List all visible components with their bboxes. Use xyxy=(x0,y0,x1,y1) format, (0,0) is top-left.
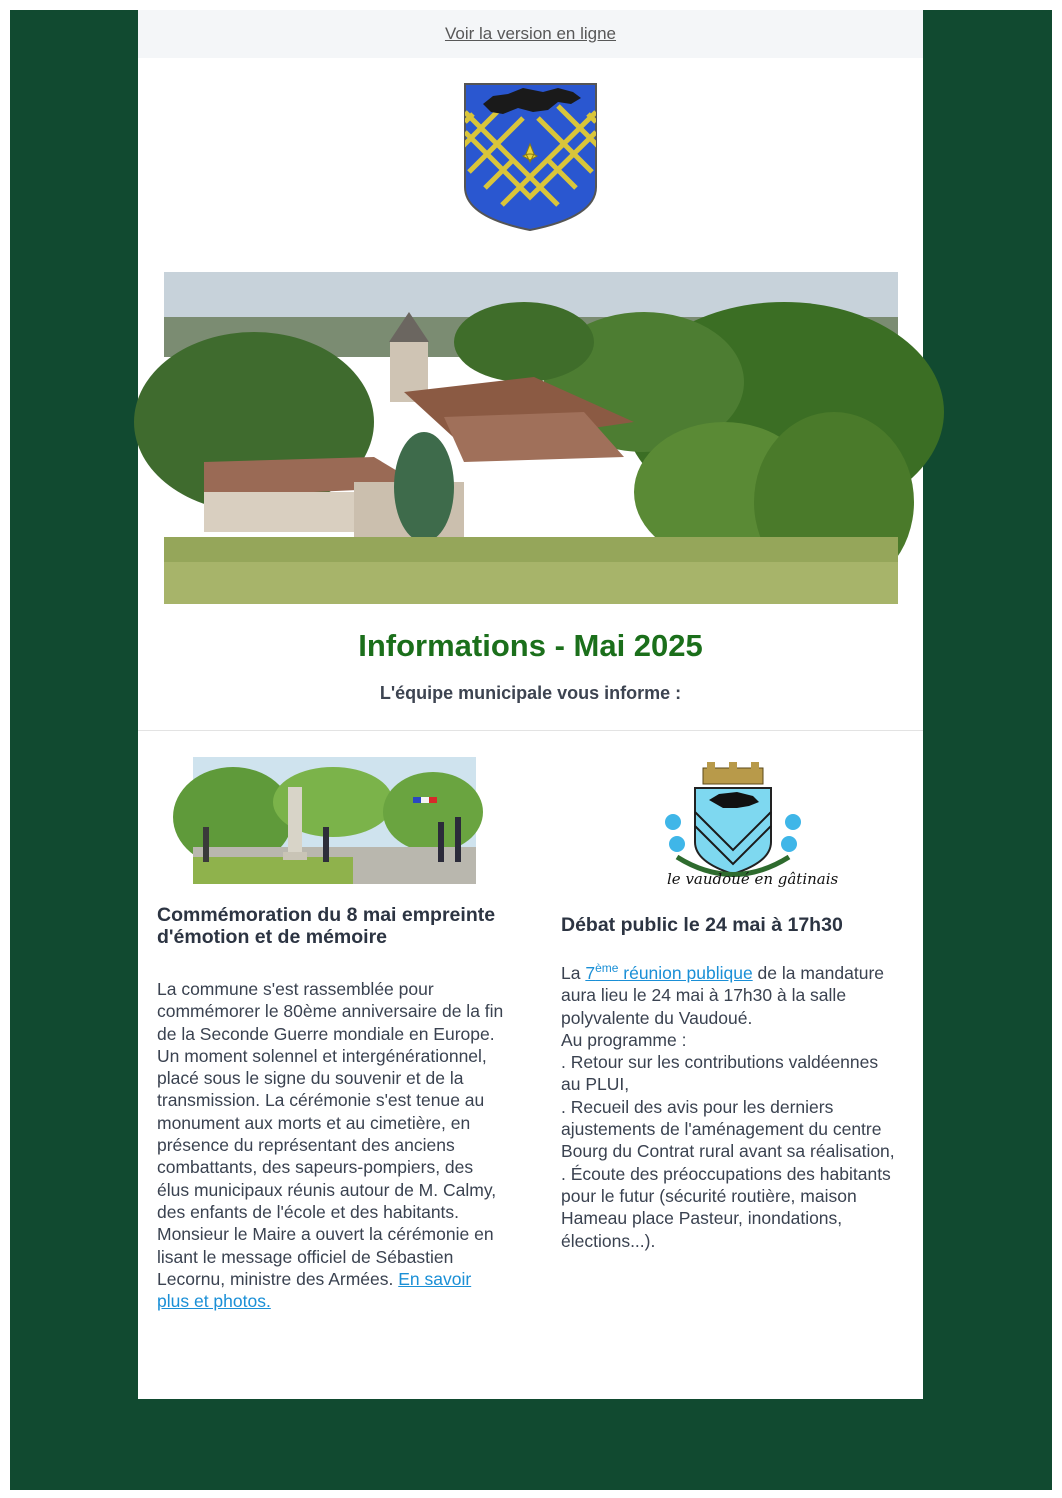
vaudoue-emblem-icon xyxy=(657,762,839,898)
public-meeting-link[interactable]: 7ème réunion publique xyxy=(585,961,753,983)
intro-prefix: La xyxy=(561,963,586,983)
program-item: . Recueil des avis pour les derniers ajustements de l'aménagement du centre Bourg du Contrat rural avant sa réalisation, xyxy=(561,1096,895,1162)
article-title: Commémoration du 8 mai empreinte d'émotion et de mémoire xyxy=(157,904,496,948)
view-online-link[interactable]: Voir la version en ligne xyxy=(444,24,617,43)
article-body xyxy=(157,978,507,1312)
article-text: La commune s'est rassemblée pour commémorer le 80ème anniversaire de la fin de la Seconde Guerre mondiale en Europe. Un moment solennel et intergénérationnel, placé sous le signe du souvenir et de la transmission. La cérémonie s'est tenue au monument aux morts et au cimetière, en présence du représentant des anciens combattants, des sapeurs-pompiers, des élus municipaux réunis autour de M. Calmy, des enfants de l'école et des habitants. Monsieur le Maire a ouvert la cérémonie en lisant le message officiel de Sébastien Lecornu, ministre des Armées. xyxy=(157,979,504,1289)
commemoration-photo[interactable] xyxy=(193,757,476,884)
newsletter-subtitle: L'équipe municipale vous informe : xyxy=(379,683,682,703)
newsletter-sheet xyxy=(138,10,923,1399)
newsletter-title: Informations - Mai 2025 xyxy=(358,628,703,663)
article-body xyxy=(561,962,901,1252)
coat-of-arms-wolf-icon xyxy=(463,82,598,232)
program-item: . Écoute des préoccupations des habitants pour le futur (sécurité routière, maison Hameau place Pasteur, inondations, élections...). xyxy=(561,1163,891,1251)
article-public-debate xyxy=(561,762,901,1252)
top-bar xyxy=(138,10,923,58)
read-more-link[interactable]: En savoir plus et photos. xyxy=(157,1268,472,1312)
article-commemoration xyxy=(157,757,507,1312)
section-divider xyxy=(138,730,923,731)
hero-village-photo xyxy=(164,272,898,604)
article-title: Débat public le 24 mai à 17h30 xyxy=(561,914,843,936)
svg-text:le vaudoué en gâtinais: le vaudoué en gâtinais xyxy=(667,870,839,888)
intro-suffix: de la mandature aura lieu le 24 mai à 17h30 à la salle polyvalente du Vaudoué. xyxy=(561,963,885,1028)
program-item: . Retour sur les contributions valdéennes au PLUI, xyxy=(561,1052,879,1095)
program-label: Au programme : xyxy=(561,1029,687,1050)
